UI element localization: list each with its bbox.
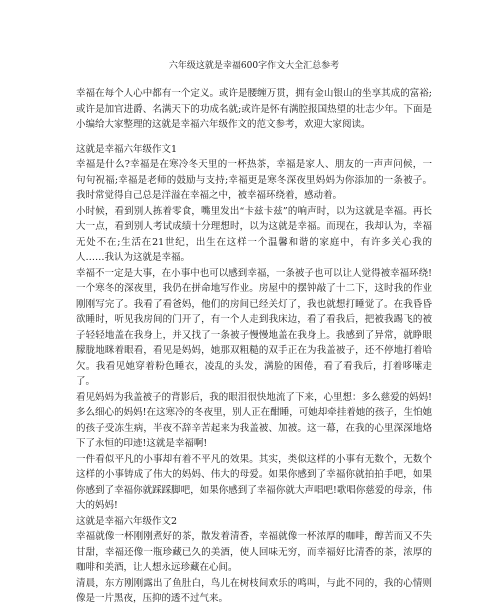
section-1	[76, 142, 432, 514]
body-paragraph: 小时候，看到别人拣着零食，嘴里发出“卡兹卡兹”的响声时，以为这就是幸福。再长大一点，看到别人考试成绩十分理想时，以为这就是幸福。而现在，我却认为，幸福无处不在;生活在21世纪，出生在这样一个温馨和谐的家庭中，有许多关心我的人……我认为这就是幸福。	[76, 205, 432, 263]
section-heading: 这就是幸福六年级作文1	[76, 143, 178, 155]
section-gap	[76, 133, 432, 142]
section-heading: 这就是幸福六年级作文2	[76, 515, 178, 527]
body-paragraph: 清晨，东方刚刚露出了鱼肚白，鸟儿在树枝间欢乐的鸣叫，与此不同的，我的心情则像是一片黑夜，压抑的透不过气来。	[76, 577, 432, 604]
body-paragraph: 幸福是什么?幸福是在寒冷冬天里的一杯热茶，幸福是家人、朋友的一声声问候，一句句祝福;幸福是老师的鼓励与支持;幸福更是寒冬深夜里妈妈为你添加的一条被子。我时常觉得自己总是洋溢在幸福之中，被幸福环绕着，感动着。	[76, 159, 432, 201]
body-paragraph: 幸福不一定是大事，在小事中也可以感到幸福，一条被子也可以让人觉得被幸福环绕!一个寒冬的深夜里，我仍在拼命地写作业。房屋中的摆钟敲了十二下，这时我的作业刚刚写完了。我看了看爸妈，他们的房间已经关灯了，我也就想打睡觉了。在我昏昏欲睡时，听见我房间的门开了，有一个人走到我床边，看了看我后，把被我踢飞的被子轻轻地盖在我身上，并又找了一条被子慢慢地盖在我身上。我感到了异常，就睁眼朦胧地眯着眼看，看见是妈妈，她那双粗糙的双手正在为我盖被子，还不停地打着哈欠。我看见她穿着粉色睡衣，凌乱的头发，满脸的困倦，看了看我后，打着哆嗦走了。	[76, 267, 432, 387]
document-title: 六年级这就是幸福600字作文大全汇总参考	[168, 61, 340, 71]
intro-paragraph: 幸福在每个人心中都有一个定义。或许是腰缠万贯，拥有金山银山的坐享其成的富裕;或许是加官进爵、名满天下的功成名就;或许是怀有满腔报国热望的壮志少年。下面是小编给大家整理的这就是幸福六年级作文的范文参考，欢迎大家阅读。	[76, 88, 432, 130]
body-paragraph: 一件看似平凡的小事却有着不平凡的效果。其实，类似这样的小事有无数个，无数个这样的小事铸成了伟大的妈妈、伟大的母爱。如果你感到了幸福你就拍拍手吧，如果你感到了幸福你就踩踩脚吧，如果你感到了幸福你就大声唱吧!歌唱你慈爱的母亲，伟大的妈妈!	[76, 453, 432, 511]
body-paragraph: 看见妈妈为我盖被子的背影后，我的眼泪很快地流了下来，心里想：多么慈爱的妈妈!多么细心的妈妈!在这寒冷的冬夜里，别人正在酣睡，可她却牵挂着她的孩子，生怕她的孩子受冻生病，半夜不辞辛苦起来为我盖被、加被。这一幕，在我的心里深深地烙下了永恒的印迹!这就是幸福啊!	[76, 391, 432, 449]
section-2	[76, 514, 432, 607]
body-paragraph: 幸福就像一杯刚刚煮好的茶，散发着清香，幸福就像一杯浓厚的咖啡，醇苦而又不失甘甜，幸福还像一瓶珍藏已久的美酒，使人回味无穷，而幸福好比清香的茶，浓厚的咖啡和美酒，让人想永远珍藏在心间。	[76, 531, 432, 573]
